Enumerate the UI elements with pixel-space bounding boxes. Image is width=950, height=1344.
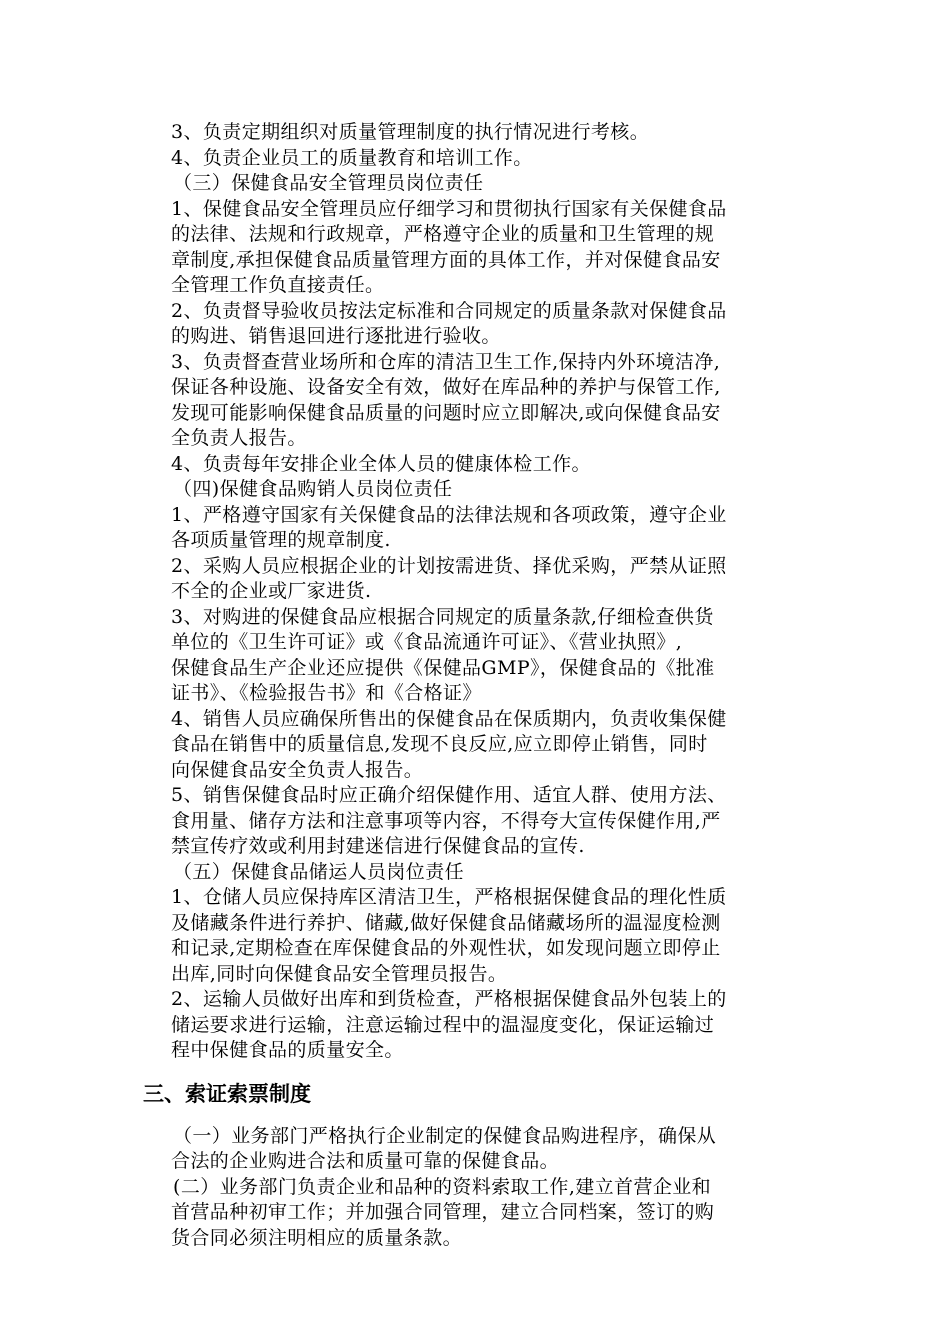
text-line: 2、运输人员做好出库和到货检查，严格根据保健食品外包装上的 — [171, 988, 727, 1010]
section-heading-3: 三、索证索票制度 — [143, 1081, 311, 1106]
text-line: 保健食品生产企业还应提供《保健品GMP》，保健食品的《批准 — [171, 656, 715, 679]
text-line: 出库,同时向保健食品安全管理员报告。 — [171, 962, 508, 985]
text-line: （三）保健食品安全管理员岗位责任 — [173, 172, 484, 194]
text-line: 4、负责每年安排企业全体人员的健康体检工作。 — [171, 452, 591, 475]
text-line: （五）保健食品储运人员岗位责任 — [173, 860, 465, 883]
text-line: 3、负责定期组织对质量管理制度的执行情况进行考核。 — [171, 121, 650, 143]
text-line: 5、销售保健食品时应正确介绍保健作用、适宜人群、使用方法、 — [171, 784, 727, 806]
text-line: 4、负责企业员工的质量教育和培训工作。 — [171, 146, 533, 169]
text-line: 的购进、销售退回进行逐批进行验收。 — [171, 325, 501, 347]
text-line: 储运要求进行运输，注意运输过程中的温湿度变化，保证运输过 — [171, 1013, 715, 1036]
text-line: 全管理工作负直接责任。 — [171, 274, 385, 296]
text-line: 1、保健食品安全管理员应仔细学习和贯彻执行国家有关保健食品 — [171, 197, 727, 220]
text-line: 2、负责督导验收员按法定标准和合同规定的质量条款对保健食品 — [171, 299, 727, 322]
responsibilities-section — [171, 120, 821, 1064]
text-line: 1、仓储人员应保持库区清洁卫生，严格根据保健食品的理化性质 — [171, 886, 727, 908]
text-line: 单位的《卫生许可证》或《食品流通许可证》、《营业执照》, — [171, 631, 683, 653]
text-line: 向保健食品安全负责人报告。 — [171, 758, 424, 781]
text-line: 证书》、《检验报告书》和《合格证》 — [171, 682, 482, 704]
text-line: 1、严格遵守国家有关保健食品的法律法规和各项政策，遵守企业 — [171, 503, 727, 526]
text-line: 禁宣传疗效或利用封建迷信进行保健食品的宣传. — [171, 835, 585, 857]
text-line: （四)保健食品购销人员岗位责任 — [173, 478, 453, 500]
text-line: 合法的企业购进合法和质量可靠的保健食品。 — [171, 1150, 560, 1172]
document-body — [143, 120, 821, 1251]
text-line: 食品在销售中的质量信息,发现不良反应,应立即停止销售，同时 — [171, 733, 708, 755]
text-line: 4、销售人员应确保所售出的保健食品在保质期内，负责收集保健 — [171, 707, 727, 730]
text-line: (二）业务部门负责企业和品种的资料索取工作,建立首营企业和 — [173, 1175, 712, 1198]
certificate-system-section — [171, 1124, 821, 1252]
text-line: 及储藏条件进行养护、储藏,做好保健食品储藏场所的温湿度检测 — [171, 911, 721, 934]
text-line: 保证各种设施、设备安全有效，做好在库品种的养护与保管工作, — [171, 376, 721, 398]
text-line: 程中保健食品的质量安全。 — [171, 1039, 404, 1061]
text-line: 各项质量管理的规章制度. — [171, 529, 391, 551]
text-line: 和记录,定期检查在库保健食品的外观性状，如发现问题立即停止 — [171, 937, 721, 959]
text-line: 货合同必须注明相应的质量条款。 — [171, 1226, 463, 1249]
text-line: 发现可能影响保健食品质量的问题时应立即解决,或向保健食品安 — [171, 401, 721, 424]
text-line: 3、对购进的保健食品应根据合同规定的质量条款,仔细检查供货 — [171, 605, 714, 628]
text-line: 2、采购人员应根据企业的计划按需进货、择优采购，严禁从证照 — [171, 554, 727, 577]
text-line: 首营品种初审工作；并加强合同管理，建立合同档案，签订的购 — [171, 1201, 715, 1223]
text-line: （一）业务部门严格执行企业制定的保健食品购进程序，确保从 — [173, 1124, 717, 1147]
text-line: 章制度,承担保健食品质量管理方面的具体工作，并对保健食品安 — [171, 248, 721, 271]
text-line: 食用量、储存方法和注意事项等内容，不得夸大宣传保健作用,严 — [171, 809, 721, 832]
text-line: 全负责人报告。 — [171, 427, 307, 449]
text-line: 不全的企业或厂家进货. — [171, 580, 372, 602]
text-line: 3、负责督查营业场所和仓库的清洁卫生工作,保持内外环境洁净, — [171, 350, 721, 373]
text-line: 的法律、法规和行政规章，严格遵守企业的质量和卫生管理的规 — [171, 223, 715, 245]
